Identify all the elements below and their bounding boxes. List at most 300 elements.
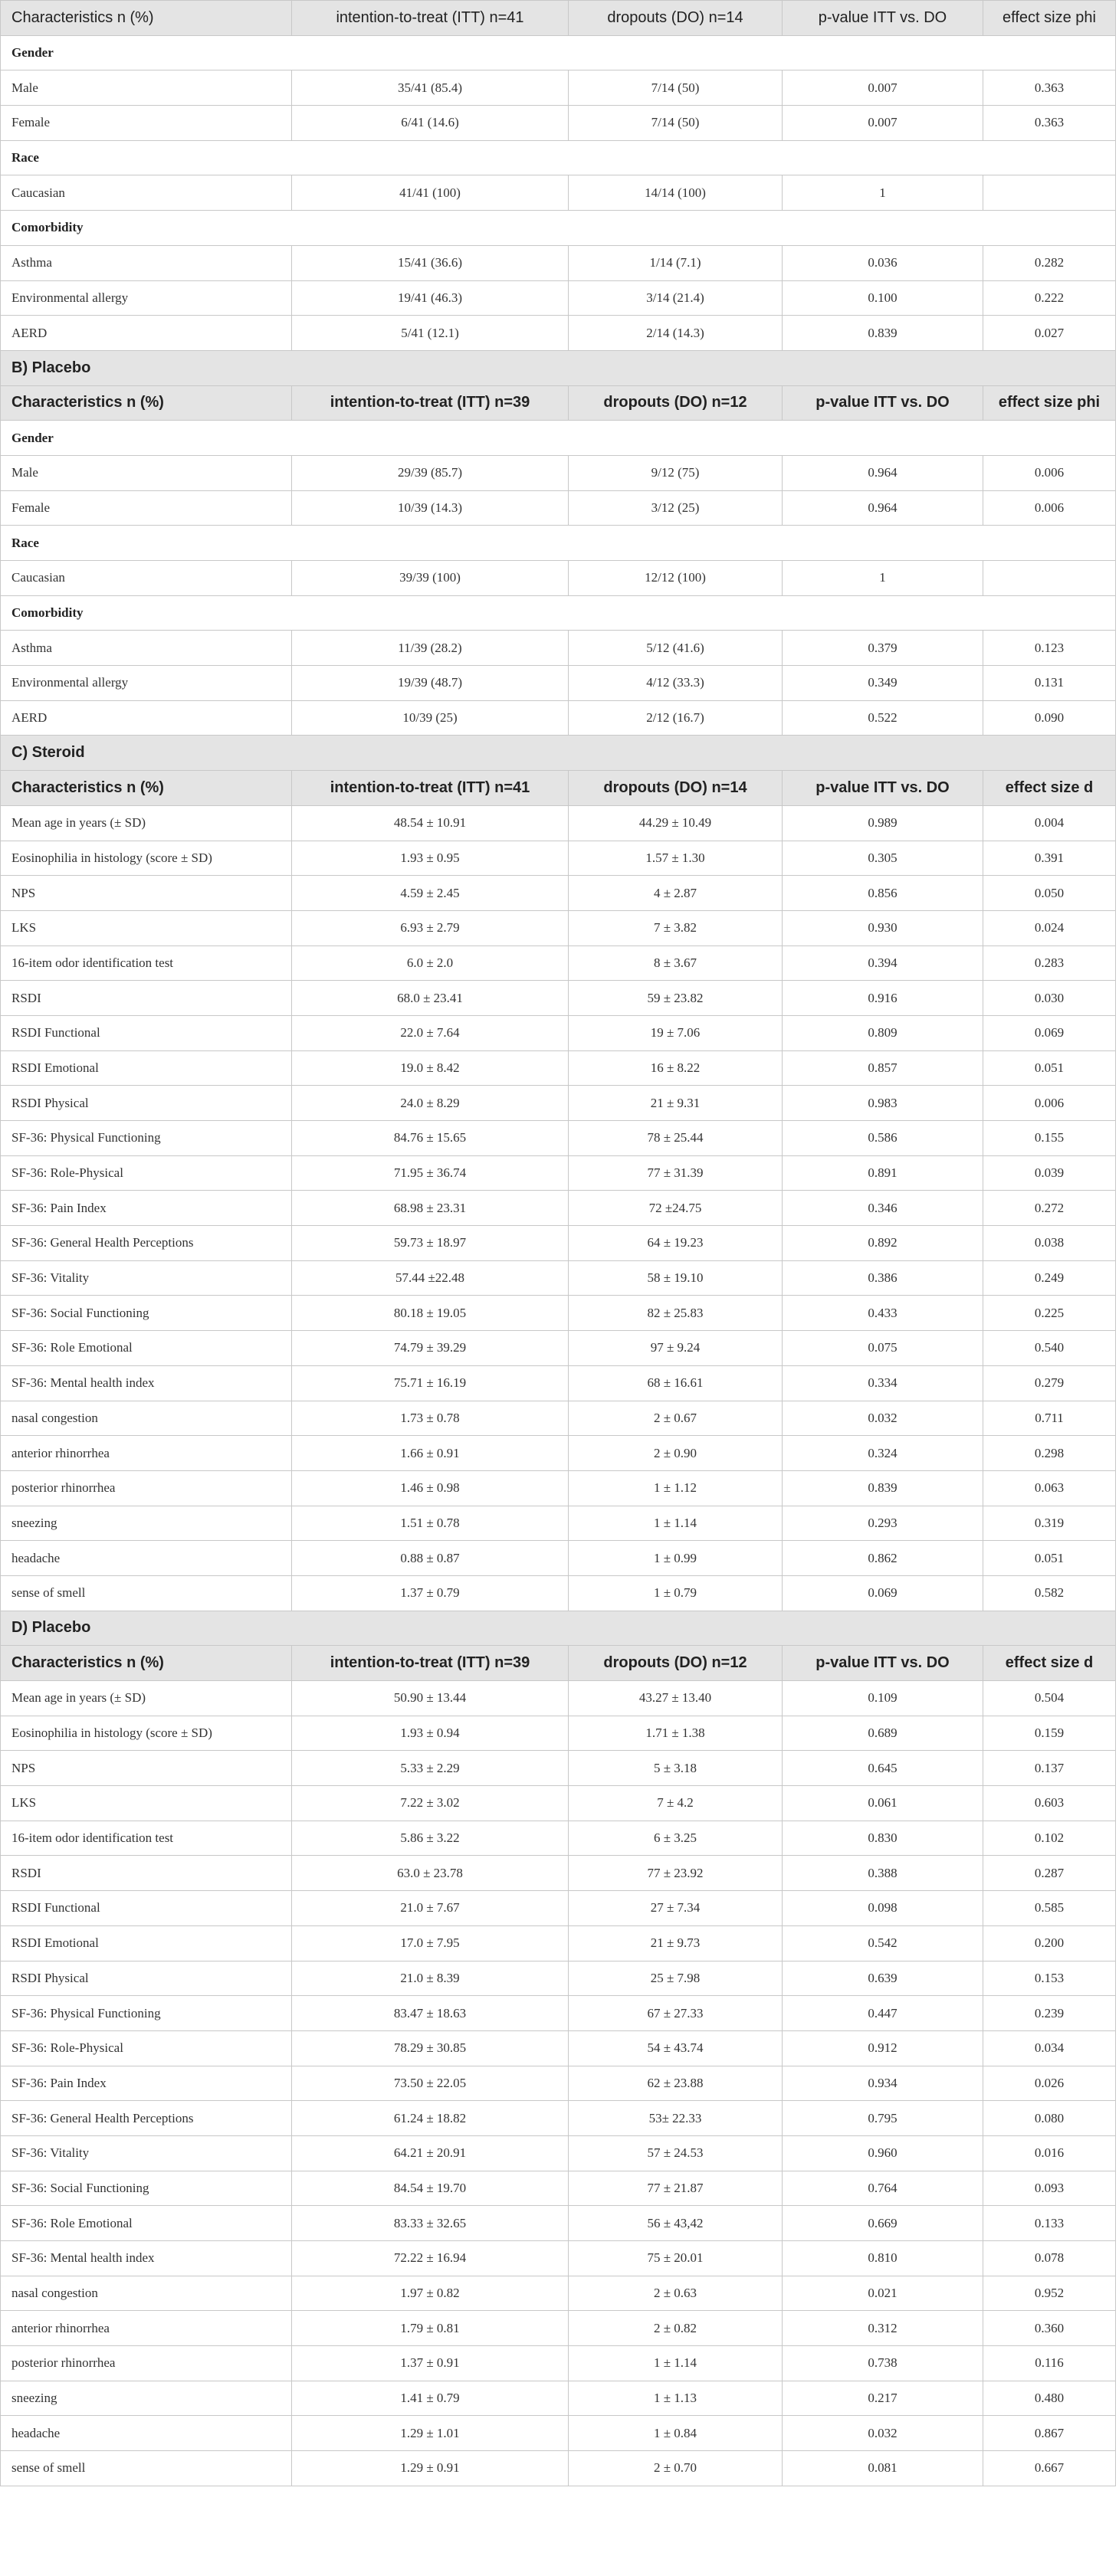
table-row [1, 106, 1116, 141]
table-cell: SF-36: Social Functioning [1, 1296, 292, 1331]
table-cell: 0.964 [783, 490, 983, 526]
table-cell: 39/39 (100) [292, 561, 569, 596]
table-cell: 16 ± 8.22 [569, 1050, 783, 1086]
table-cell: 0.639 [783, 1961, 983, 1996]
group-label-row [1, 421, 1116, 456]
table-cell: 0.856 [783, 876, 983, 911]
table-cell: 19/41 (46.3) [292, 280, 569, 316]
table-cell: 0.669 [783, 2206, 983, 2241]
column-header: Characteristics n (%) [1, 385, 292, 421]
table-cell: 72 ±24.75 [569, 1191, 783, 1226]
table-cell: 0.912 [783, 2030, 983, 2066]
table-cell: 1.51 ± 0.78 [292, 1506, 569, 1541]
table-cell: 10/39 (25) [292, 700, 569, 736]
table-cell: 0.051 [983, 1541, 1116, 1576]
table-cell: 1.37 ± 0.91 [292, 2346, 569, 2381]
table-cell: 2 ± 0.63 [569, 2276, 783, 2311]
table-cell: 0.892 [783, 1226, 983, 1261]
table-cell: 0.200 [983, 1925, 1116, 1961]
table-cell: 0.738 [783, 2346, 983, 2381]
group-label-row [1, 35, 1116, 70]
table-cell: posterior rhinorrhea [1, 1470, 292, 1506]
table-cell: 0.386 [783, 1260, 983, 1296]
table-cell: 1.93 ± 0.94 [292, 1716, 569, 1751]
table-cell: 5 ± 3.18 [569, 1751, 783, 1786]
table-cell: 29/39 (85.7) [292, 455, 569, 490]
table-row [1, 805, 1116, 841]
table-row [1, 2171, 1116, 2206]
table-cell: 64 ± 19.23 [569, 1226, 783, 1261]
table-cell: 21.0 ± 7.67 [292, 1891, 569, 1926]
table-cell: 0.582 [983, 1575, 1116, 1611]
table-cell: 0.394 [783, 946, 983, 981]
table-row [1, 2030, 1116, 2066]
group-label: Gender [1, 421, 1116, 456]
table-cell: 2/14 (14.3) [569, 316, 783, 351]
table-cell: 0.388 [783, 1856, 983, 1891]
table-cell: 4 ± 2.87 [569, 876, 783, 911]
table-cell: Male [1, 455, 292, 490]
group-label: Comorbidity [1, 595, 1116, 631]
table-cell: SF-36: Role Emotional [1, 1331, 292, 1366]
table-cell: 7/14 (50) [569, 70, 783, 106]
table-cell: 19.0 ± 8.42 [292, 1050, 569, 1086]
table-cell: 1.73 ± 0.78 [292, 1401, 569, 1436]
table-cell: 0.249 [983, 1260, 1116, 1296]
table-cell: 0.282 [983, 245, 1116, 280]
column-header: effect size d [983, 771, 1116, 806]
table-cell: 1 ± 0.79 [569, 1575, 783, 1611]
column-header: p-value ITT vs. DO [783, 1, 983, 36]
table-cell: 0.024 [983, 910, 1116, 946]
table-cell: 1.71 ± 1.38 [569, 1716, 783, 1751]
table-cell: 1.29 ± 1.01 [292, 2416, 569, 2451]
table-cell: 0.480 [983, 2381, 1116, 2416]
table-cell: 1 ± 0.99 [569, 1541, 783, 1576]
table-cell: 0.298 [983, 1436, 1116, 1471]
section-title-row [1, 736, 1116, 771]
table-row [1, 910, 1116, 946]
table-cell: 78.29 ± 30.85 [292, 2030, 569, 2066]
table-row [1, 2381, 1116, 2416]
table-cell: 82 ± 25.83 [569, 1296, 783, 1331]
table-cell: SF-36: Vitality [1, 2135, 292, 2171]
table-cell: 17.0 ± 7.95 [292, 1925, 569, 1961]
table-cell: Female [1, 490, 292, 526]
table-cell: SF-36: General Health Perceptions [1, 1226, 292, 1261]
table-row [1, 490, 1116, 526]
table-cell: 6/41 (14.6) [292, 106, 569, 141]
table-cell: 1.57 ± 1.30 [569, 841, 783, 876]
table-cell: Asthma [1, 631, 292, 666]
table-cell: 0.433 [783, 1296, 983, 1331]
table-cell: 0.830 [783, 1821, 983, 1856]
table-cell: 0.960 [783, 2135, 983, 2171]
column-header: dropouts (DO) n=12 [569, 385, 783, 421]
table-row [1, 2241, 1116, 2276]
table-cell: 6.93 ± 2.79 [292, 910, 569, 946]
table-cell: 5.33 ± 2.29 [292, 1751, 569, 1786]
table-row [1, 70, 1116, 106]
table-cell: 0.021 [783, 2276, 983, 2311]
table-cell: 6 ± 3.25 [569, 1821, 783, 1856]
table-row [1, 1575, 1116, 1611]
table-row [1, 1925, 1116, 1961]
table-cell: 63.0 ± 23.78 [292, 1856, 569, 1891]
table-row [1, 1751, 1116, 1786]
table-cell: 73.50 ± 22.05 [292, 2066, 569, 2101]
table-cell: SF-36: Physical Functioning [1, 1996, 292, 2031]
table-cell: 0.810 [783, 2241, 983, 2276]
table-cell: 0.061 [783, 1786, 983, 1821]
table-row [1, 1155, 1116, 1191]
table-row [1, 1961, 1116, 1996]
column-header: effect size d [983, 1646, 1116, 1681]
table-cell: posterior rhinorrhea [1, 2346, 292, 2381]
table-row [1, 1996, 1116, 2031]
table-cell: 1.79 ± 0.81 [292, 2311, 569, 2346]
table-cell: 0.360 [983, 2311, 1116, 2346]
group-label: Gender [1, 35, 1116, 70]
table-cell: 0.051 [983, 1050, 1116, 1086]
table-row [1, 1786, 1116, 1821]
table-cell: Male [1, 70, 292, 106]
table-cell: 2 ± 0.67 [569, 1401, 783, 1436]
column-header: Characteristics n (%) [1, 1, 292, 36]
table-cell: 11/39 (28.2) [292, 631, 569, 666]
group-label-row [1, 211, 1116, 246]
table-cell: 35/41 (85.4) [292, 70, 569, 106]
table-row [1, 561, 1116, 596]
table-cell: 0.447 [783, 1996, 983, 2031]
table-row [1, 455, 1116, 490]
table-cell: Caucasian [1, 175, 292, 211]
table-cell: 1 ± 1.14 [569, 2346, 783, 2381]
table-cell: 97 ± 9.24 [569, 1331, 783, 1366]
table-cell: 27 ± 7.34 [569, 1891, 783, 1926]
table-row [1, 700, 1116, 736]
table-cell: RSDI [1, 981, 292, 1016]
column-header: p-value ITT vs. DO [783, 385, 983, 421]
table-cell: 0.862 [783, 1541, 983, 1576]
table-cell: AERD [1, 316, 292, 351]
table-row [1, 1401, 1116, 1436]
table-cell: 0.391 [983, 841, 1116, 876]
table-cell: 7.22 ± 3.02 [292, 1786, 569, 1821]
table-cell: 1 ± 1.13 [569, 2381, 783, 2416]
table-cell: anterior rhinorrhea [1, 1436, 292, 1471]
table-row [1, 2206, 1116, 2241]
table-cell: 61.24 ± 18.82 [292, 2101, 569, 2136]
table-cell: SF-36: Role-Physical [1, 1155, 292, 1191]
table-cell: 56 ± 43,42 [569, 2206, 783, 2241]
table-cell: 21.0 ± 8.39 [292, 1961, 569, 1996]
table-cell: 0.007 [783, 106, 983, 141]
group-label-row [1, 595, 1116, 631]
table-cell: 1.37 ± 0.79 [292, 1575, 569, 1611]
table-cell: 0.006 [983, 490, 1116, 526]
table-cell: 0.88 ± 0.87 [292, 1541, 569, 1576]
table-cell: 5/12 (41.6) [569, 631, 783, 666]
table-cell: Mean age in years (± SD) [1, 805, 292, 841]
table-cell: 57.44 ±22.48 [292, 1260, 569, 1296]
table-cell: 0.279 [983, 1365, 1116, 1401]
table-cell: 0.586 [783, 1121, 983, 1156]
section-title: B) Placebo [1, 350, 1116, 385]
table-cell: 0.039 [983, 1155, 1116, 1191]
table-cell: 0.522 [783, 700, 983, 736]
table-cell: 1.46 ± 0.98 [292, 1470, 569, 1506]
table-cell: Caucasian [1, 561, 292, 596]
table-cell: 0.159 [983, 1716, 1116, 1751]
table-cell: SF-36: Pain Index [1, 1191, 292, 1226]
header-row [1, 771, 1116, 806]
table-cell: 48.54 ± 10.91 [292, 805, 569, 841]
table-cell: 0.030 [983, 981, 1116, 1016]
table-cell: 3/12 (25) [569, 490, 783, 526]
column-header: effect size phi [983, 385, 1116, 421]
table-cell: 16-item odor identification test [1, 946, 292, 981]
table-row [1, 981, 1116, 1016]
section-title-row [1, 350, 1116, 385]
table-cell: 0.004 [983, 805, 1116, 841]
header-row [1, 385, 1116, 421]
table-cell: 64.21 ± 20.91 [292, 2135, 569, 2171]
group-label-row [1, 526, 1116, 561]
table-cell: 0.346 [783, 1191, 983, 1226]
group-label: Race [1, 526, 1116, 561]
table-cell: 71.95 ± 36.74 [292, 1155, 569, 1191]
table-cell: 72.22 ± 16.94 [292, 2241, 569, 2276]
table-cell: 0.153 [983, 1961, 1116, 1996]
header-row [1, 1, 1116, 36]
table-cell: 0.839 [783, 316, 983, 351]
table-row [1, 2346, 1116, 2381]
table-cell: 0.857 [783, 1050, 983, 1086]
table-cell: Environmental allergy [1, 666, 292, 701]
table-cell: 74.79 ± 39.29 [292, 1331, 569, 1366]
table-cell: 0.032 [783, 1401, 983, 1436]
table-cell [983, 175, 1116, 211]
table-cell: 15/41 (36.6) [292, 245, 569, 280]
table-cell: 0.542 [783, 1925, 983, 1961]
table-cell: 19 ± 7.06 [569, 1015, 783, 1050]
table-cell: 0.930 [783, 910, 983, 946]
table-cell: 2 ± 0.70 [569, 2451, 783, 2486]
table-cell: sense of smell [1, 2451, 292, 2486]
table-cell: 0.093 [983, 2171, 1116, 2206]
table-cell: 83.33 ± 32.65 [292, 2206, 569, 2241]
table-cell: 0.711 [983, 1401, 1116, 1436]
table-cell: 0.293 [783, 1506, 983, 1541]
table-cell: RSDI [1, 1856, 292, 1891]
section-title: D) Placebo [1, 1611, 1116, 1646]
table-cell: 44.29 ± 10.49 [569, 805, 783, 841]
table-cell: 0.109 [783, 1681, 983, 1716]
table-row [1, 1086, 1116, 1121]
table-cell: nasal congestion [1, 1401, 292, 1436]
table-cell: 0.989 [783, 805, 983, 841]
table-row [1, 1121, 1116, 1156]
table-cell: 6.0 ± 2.0 [292, 946, 569, 981]
table-row [1, 1015, 1116, 1050]
table-cell: 21 ± 9.73 [569, 1925, 783, 1961]
column-header: p-value ITT vs. DO [783, 1646, 983, 1681]
table-cell: 24.0 ± 8.29 [292, 1086, 569, 1121]
header-row [1, 1646, 1116, 1681]
table-cell: Mean age in years (± SD) [1, 1681, 292, 1716]
table-cell: 59.73 ± 18.97 [292, 1226, 569, 1261]
table-cell: 2 ± 0.82 [569, 2311, 783, 2346]
table-cell: SF-36: General Health Perceptions [1, 2101, 292, 2136]
table-row [1, 1470, 1116, 1506]
table-cell: 0.585 [983, 1891, 1116, 1926]
table-row [1, 1260, 1116, 1296]
table-cell: 0.116 [983, 2346, 1116, 2381]
table-cell: headache [1, 1541, 292, 1576]
column-header: dropouts (DO) n=14 [569, 1, 783, 36]
table-cell: NPS [1, 876, 292, 911]
table-cell: AERD [1, 700, 292, 736]
table-cell: 0.007 [783, 70, 983, 106]
table-cell: 2 ± 0.90 [569, 1436, 783, 1471]
table-cell: RSDI Physical [1, 1961, 292, 1996]
table-cell: 0.222 [983, 280, 1116, 316]
table-cell: 0.891 [783, 1155, 983, 1191]
table-row [1, 876, 1116, 911]
table-cell: 19/39 (48.7) [292, 666, 569, 701]
section-title-row [1, 1611, 1116, 1646]
table-cell: 0.069 [783, 1575, 983, 1611]
table-cell: 3/14 (21.4) [569, 280, 783, 316]
table-cell: 0.006 [983, 1086, 1116, 1121]
table-row [1, 1436, 1116, 1471]
table-cell: 0.032 [783, 2416, 983, 2451]
column-header: Characteristics n (%) [1, 1646, 292, 1681]
table-cell: 0.379 [783, 631, 983, 666]
table-row [1, 666, 1116, 701]
table-cell: 62 ± 23.88 [569, 2066, 783, 2101]
table-cell: 0.123 [983, 631, 1116, 666]
table-row [1, 2066, 1116, 2101]
table-cell: nasal congestion [1, 2276, 292, 2311]
table-cell: 0.034 [983, 2030, 1116, 2066]
table-cell: 0.689 [783, 1716, 983, 1751]
table-cell: 0.603 [983, 1786, 1116, 1821]
table-cell: 9/12 (75) [569, 455, 783, 490]
table-cell: 1 ± 1.14 [569, 1506, 783, 1541]
section-title: C) Steroid [1, 736, 1116, 771]
table-cell: Eosinophilia in histology (score ± SD) [1, 841, 292, 876]
table-cell: 0.027 [983, 316, 1116, 351]
column-header: intention-to-treat (ITT) n=41 [292, 1, 569, 36]
table-cell: 0.504 [983, 1681, 1116, 1716]
table-cell: 57 ± 24.53 [569, 2135, 783, 2171]
table-cell: 1 [783, 561, 983, 596]
table-cell: RSDI Functional [1, 1891, 292, 1926]
table-row [1, 2311, 1116, 2346]
table-cell: 75.71 ± 16.19 [292, 1365, 569, 1401]
table-cell: Female [1, 106, 292, 141]
table-cell: 0.217 [783, 2381, 983, 2416]
table-cell: headache [1, 2416, 292, 2451]
table-cell: 0.839 [783, 1470, 983, 1506]
table-cell: 0.312 [783, 2311, 983, 2346]
table-cell: 0.137 [983, 1751, 1116, 1786]
table-cell: 68.0 ± 23.41 [292, 981, 569, 1016]
table-cell: 0.078 [983, 2241, 1116, 2276]
table-cell: SF-36: Mental health index [1, 1365, 292, 1401]
table-cell: 43.27 ± 13.40 [569, 1681, 783, 1716]
table-cell: 0.764 [783, 2171, 983, 2206]
table-cell: 0.540 [983, 1331, 1116, 1366]
table-row [1, 1716, 1116, 1751]
table-cell: 1.66 ± 0.91 [292, 1436, 569, 1471]
table-cell: 0.324 [783, 1436, 983, 1471]
table-cell: RSDI Emotional [1, 1050, 292, 1086]
table-cell: 77 ± 31.39 [569, 1155, 783, 1191]
table-cell: 0.272 [983, 1191, 1116, 1226]
table-cell: RSDI Physical [1, 1086, 292, 1121]
table-cell: 2/12 (16.7) [569, 700, 783, 736]
table-cell: 0.305 [783, 841, 983, 876]
table-cell: 14/14 (100) [569, 175, 783, 211]
table-cell: 53± 22.33 [569, 2101, 783, 2136]
table-cell: 10/39 (14.3) [292, 490, 569, 526]
table-cell: 0.098 [783, 1891, 983, 1926]
table-cell: 4/12 (33.3) [569, 666, 783, 701]
column-header: intention-to-treat (ITT) n=41 [292, 771, 569, 806]
table-cell: 0.069 [983, 1015, 1116, 1050]
table-cell: 0.809 [783, 1015, 983, 1050]
table-cell: 0.334 [783, 1365, 983, 1401]
table-cell: 0.102 [983, 1821, 1116, 1856]
table-cell: LKS [1, 1786, 292, 1821]
table-cell: 5/41 (12.1) [292, 316, 569, 351]
table-cell: 50.90 ± 13.44 [292, 1681, 569, 1716]
table-cell: 0.867 [983, 2416, 1116, 2451]
table-cell: 58 ± 19.10 [569, 1260, 783, 1296]
table-row [1, 316, 1116, 351]
table-cell: Environmental allergy [1, 280, 292, 316]
table-cell: 78 ± 25.44 [569, 1121, 783, 1156]
column-header: dropouts (DO) n=14 [569, 771, 783, 806]
table-cell: 0.075 [783, 1331, 983, 1366]
table-cell: 5.86 ± 3.22 [292, 1821, 569, 1856]
table-cell: Asthma [1, 245, 292, 280]
table-cell: 8 ± 3.67 [569, 946, 783, 981]
table-row [1, 1541, 1116, 1576]
table-row [1, 1506, 1116, 1541]
table-cell: SF-36: Mental health index [1, 2241, 292, 2276]
table-cell: 0.964 [783, 455, 983, 490]
table-cell: 0.133 [983, 2206, 1116, 2241]
table-cell: 0.349 [783, 666, 983, 701]
table-row [1, 280, 1116, 316]
table-cell: anterior rhinorrhea [1, 2311, 292, 2346]
table-cell: 0.283 [983, 946, 1116, 981]
table-cell: 16-item odor identification test [1, 1821, 292, 1856]
table-row [1, 1296, 1116, 1331]
table-row [1, 946, 1116, 981]
table-cell: 7 ± 3.82 [569, 910, 783, 946]
table-cell: sense of smell [1, 1575, 292, 1611]
table-cell: SF-36: Social Functioning [1, 2171, 292, 2206]
table-cell: 4.59 ± 2.45 [292, 876, 569, 911]
table-cell: 1 ± 0.84 [569, 2416, 783, 2451]
table-cell: 0.287 [983, 1856, 1116, 1891]
table-row [1, 841, 1116, 876]
